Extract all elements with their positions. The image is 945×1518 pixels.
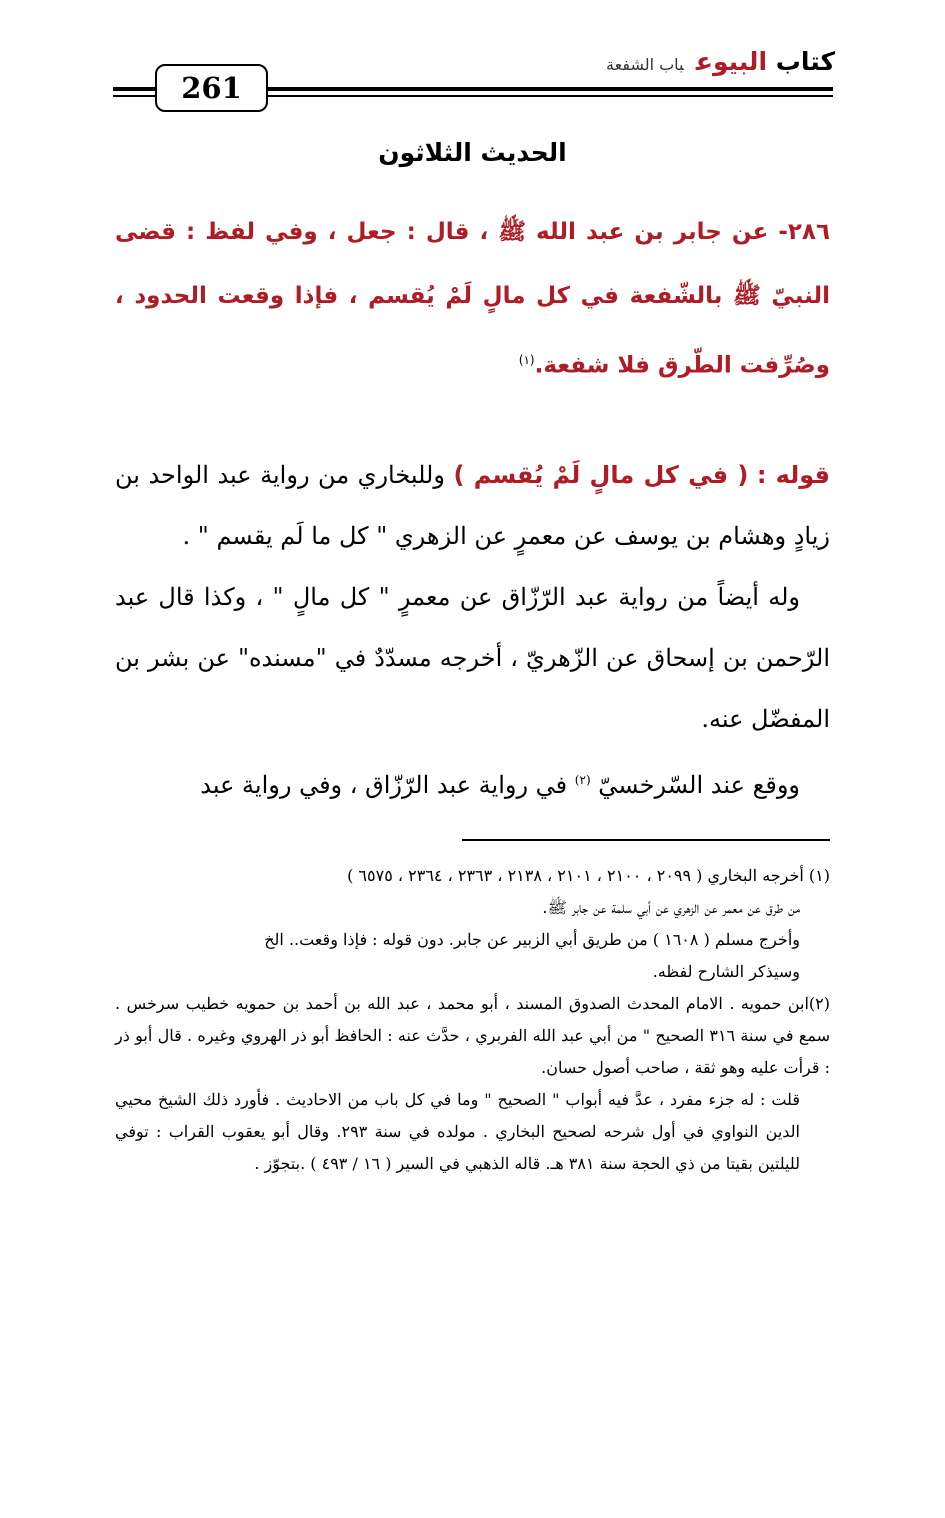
footnote-2: (٢)ابن حمويه . الامام المحدث الصدوق المسند ، أبو محمد ، عبد الله بن أحمد بن حمويه خطيب سرخس . سمع في سنة ٣١٦ الصحيح " من أبي عبد الله الفربري ، حدَّث عنه : الحافظ أبو ذر الهروي وغيره . قال أبو ذر : قرأت عليه وهو ثقة ، صاحب أصول حسان. — [115, 994, 830, 1077]
book-title: كتاب البيوع — [695, 47, 835, 76]
footnotes — [115, 860, 830, 1180]
commentary-paragraph-3: ووقع عند السّرخسيّ $^{(٢)}$ في رواية عبد الرّزّاق ، وفي رواية عبد — [200, 771, 800, 799]
footnote-ref-2: (٢) — [574, 773, 591, 787]
chapter-title: باب الشفعة — [606, 55, 684, 74]
section-heading: الحديث الثلاثون — [378, 138, 567, 167]
page-number: 261 — [155, 64, 268, 112]
footnote-1-line-2: من طرق عن معمر عن الزهري عن أبي سلمة عن جابر ﷺ. — [542, 898, 800, 917]
footnote-1-line-4: وسيذكر الشارح لفظه. — [652, 962, 800, 981]
hadith-text: ٢٨٦- عن جابر بن عبد الله ﷺ ، قال : جعل ، وفي لفظ : قضى النبيّ ﷺ بالشّفعة في كل مالٍ لَمْ يُقسم ، فإذا وقعت الحدود ، وصُرِّفت الطّرق فلا شفعة.$^{(١)}$ — [115, 219, 830, 379]
running-title — [606, 47, 835, 76]
footnote-ref-1: (١) — [518, 353, 535, 367]
commentary — [115, 445, 830, 816]
commentary-paragraph-2: وله أيضاً من رواية عبد الرّزّاق عن معمرٍ " كل مالٍ " ، وكذا قال عبد الرّحمن بن إسحاق عن الزّهريّ ، أخرجه مسدّدٌ في "مسنده" عن بشر بن المفضّل عنه. — [115, 583, 830, 733]
footnote-2-note: قلت : له جزء مفرد ، عدَّ فيه أبواب " الصحيح " وما في كل باب من الاحاديث . فأورد ذلك الشيخ محيي الدين النواوي في أول شرحه لصحيح البخاري . مولده في سنة ٢٩٣. وقال أبو يعقوب القراب : توفي لليلتين بقيتا من ذي الحجة سنة ٣٨١ هـ. قاله الذهبي في السير ( ١٦ / ٤٩٣ ) .بتجوّز . — [115, 1090, 801, 1173]
page-header — [0, 0, 945, 130]
footnote-1-line-1: (١) أخرجه البخاري ( ٢٠٩٩ ، ٢١٠٠ ، ٢١٠١ ، ٢١٣٨ ، ٢٣٦٣ ، ٢٣٦٤ ، ٦٥٧٥ ) — [347, 866, 830, 885]
footnote-1-line-3: وأخرج مسلم ( ١٦٠٨ ) من طريق أبي الزبير عن جابر. دون قوله : فإذا وقعت.. الخ — [264, 930, 800, 949]
commentary-paragraph-1: قوله : ( في كل مالٍ لَمْ يُقسم ) وللبخاري من رواية عبد الواحد بن زيادٍ وهشام بن يوسف عن معمرٍ عن الزهري " كل ما لَم يقسم " . — [115, 461, 830, 550]
footnote-separator — [462, 839, 830, 841]
